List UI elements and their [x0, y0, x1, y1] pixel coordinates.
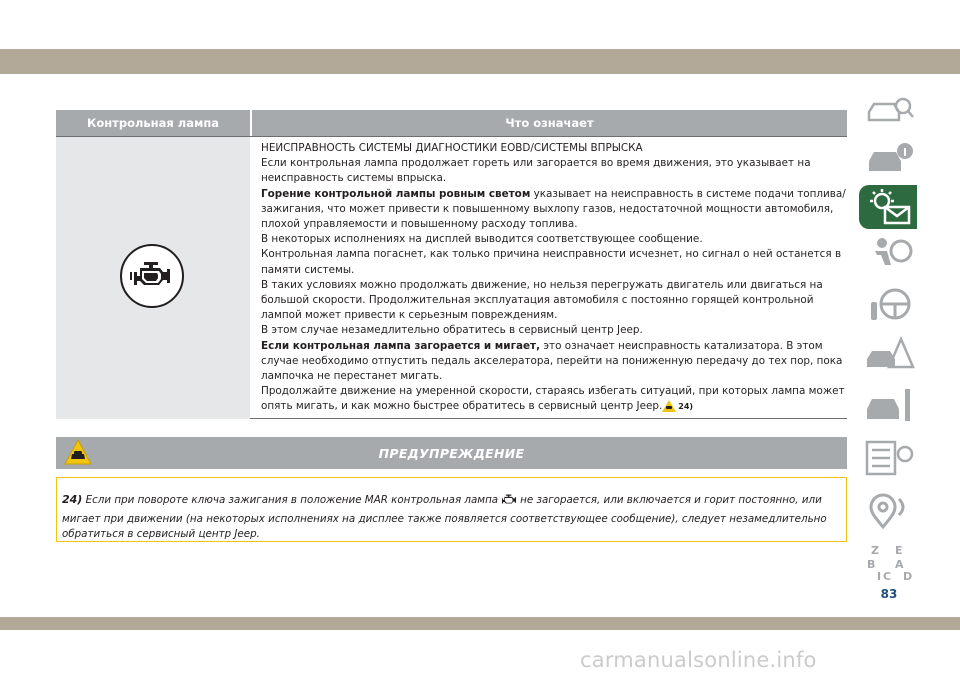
car-search-icon	[865, 92, 915, 132]
side-tab-car-info[interactable]	[859, 137, 917, 181]
lamp-cell	[56, 137, 250, 419]
warning-header	[56, 437, 847, 469]
table-row	[56, 136, 847, 419]
paragraph: Если контрольная лампа загорается и мигает, это означает неисправность катализатора. В этом случае необходимо отпустить педаль акселератора, перейти на пониженную передачу до тех пор, пока лампочка не перестанет мигать.	[261, 339, 843, 383]
airbag-seat-icon	[865, 235, 915, 275]
side-tab-steering[interactable]	[859, 282, 917, 326]
svg-text:D: D	[903, 570, 913, 582]
watermark: carmanualsonline.info	[580, 648, 817, 672]
steering-wheel-key-icon	[865, 284, 915, 324]
paragraph: В таких условиях можно продолжать движение, но нельзя перегружать двигатель или двигаться на большой скорости. Продолжительная эксплуатация автомобиля с постоянно горящей контрольной лампой может привести к серьезным повреждениям.	[261, 278, 823, 322]
paragraph: Контрольная лампа погаснет, как только причина неисправности исчезнет, но сигнал о ней останется в памяти системы.	[261, 248, 842, 276]
page-number: 83	[880, 587, 898, 601]
media-navigation-icon	[865, 491, 915, 531]
paragraph: Продолжайте движение на умеренной скорости, стараясь избегать ситуаций, при которых лампа может опять мигать, и как можно быстрее обратитесь в сервисный центр Jeep. 24)	[261, 384, 846, 417]
car-warning-triangle-icon	[865, 333, 915, 373]
side-tab-index[interactable]	[859, 540, 917, 584]
column-header-lamp: Контрольная лампа	[56, 110, 250, 136]
warning-text-end: не загорается, или включается и горит постоянно, или мигает при движении (на некоторых исполнениях на дисплее также появляется соответствующее сообщение), следует незамедлительно обратиться в сервисный центр Jeep.	[62, 494, 827, 540]
bold-lead: Если контрольная лампа загорается и мигает,	[261, 339, 541, 352]
side-tab-car-search[interactable]	[859, 90, 917, 134]
warning-number: 24)	[62, 493, 83, 506]
svg-text:E: E	[895, 544, 903, 557]
warning-title: ПРЕДУПРЕЖДЕНИЕ	[378, 445, 525, 461]
svg-text:B: B	[867, 558, 876, 571]
alphabetical-index-icon	[865, 542, 915, 582]
paragraph: Горение контрольной лампы ровным светом указывает на неисправность в системе подачи топлива/зажигания, что может привести к повышенному выхлопу газов, недостаточной мощности автомобиля, плохой управляемости и повышенному расходу топлива.	[261, 187, 846, 231]
top-decor-band	[0, 49, 960, 74]
column-header-meaning: Что означает	[252, 110, 847, 136]
fault-title: НЕИСПРАВНОСТЬ СИСТЕМЫ ДИАГНОСТИКИ EOBD/СИСТЕМЫ ВПРЫСКА	[261, 142, 643, 154]
svg-text:I: I	[877, 570, 882, 582]
paragraph: В некоторых исполнениях на дисплей выводится соответствующее сообщение.	[261, 233, 703, 246]
bottom-decor-band	[0, 617, 960, 630]
meaning-cell	[261, 141, 846, 418]
footnote-ref[interactable]: 24)	[678, 402, 694, 412]
check-engine-icon	[120, 244, 184, 308]
side-tab-emergency[interactable]	[859, 331, 917, 375]
svg-text:Z: Z	[871, 544, 879, 557]
bold-lead: Горение контрольной лампы ровным светом	[261, 187, 531, 200]
car-tools-icon	[865, 385, 915, 425]
side-tab-warning-lights[interactable]	[859, 185, 917, 229]
side-tab-specs[interactable]	[859, 436, 917, 480]
side-tab-airbag[interactable]	[859, 233, 917, 277]
check-engine-icon	[500, 494, 518, 512]
car-info-icon	[865, 139, 915, 179]
side-tab-multimedia[interactable]	[859, 489, 917, 533]
side-tab-maintenance[interactable]	[859, 383, 917, 427]
paragraph: Если контрольная лампа продолжает гореть или загорается во время движения, это указывает на неисправность системы впрыска.	[261, 157, 811, 185]
table-header	[56, 110, 847, 136]
warning-body	[56, 477, 847, 542]
svg-text:A: A	[895, 558, 904, 571]
warning-triangle-icon	[662, 400, 676, 417]
svg-text:C: C	[883, 570, 892, 582]
specs-gear-icon	[865, 438, 915, 478]
warning-text-start: Если при повороте ключа зажигания в положение MAR контрольная лампа	[85, 494, 499, 506]
warning-lights-icon	[865, 187, 915, 227]
paragraph: В этом случае незамедлительно обратитесь в сервисный центр Jeep.	[261, 324, 643, 337]
